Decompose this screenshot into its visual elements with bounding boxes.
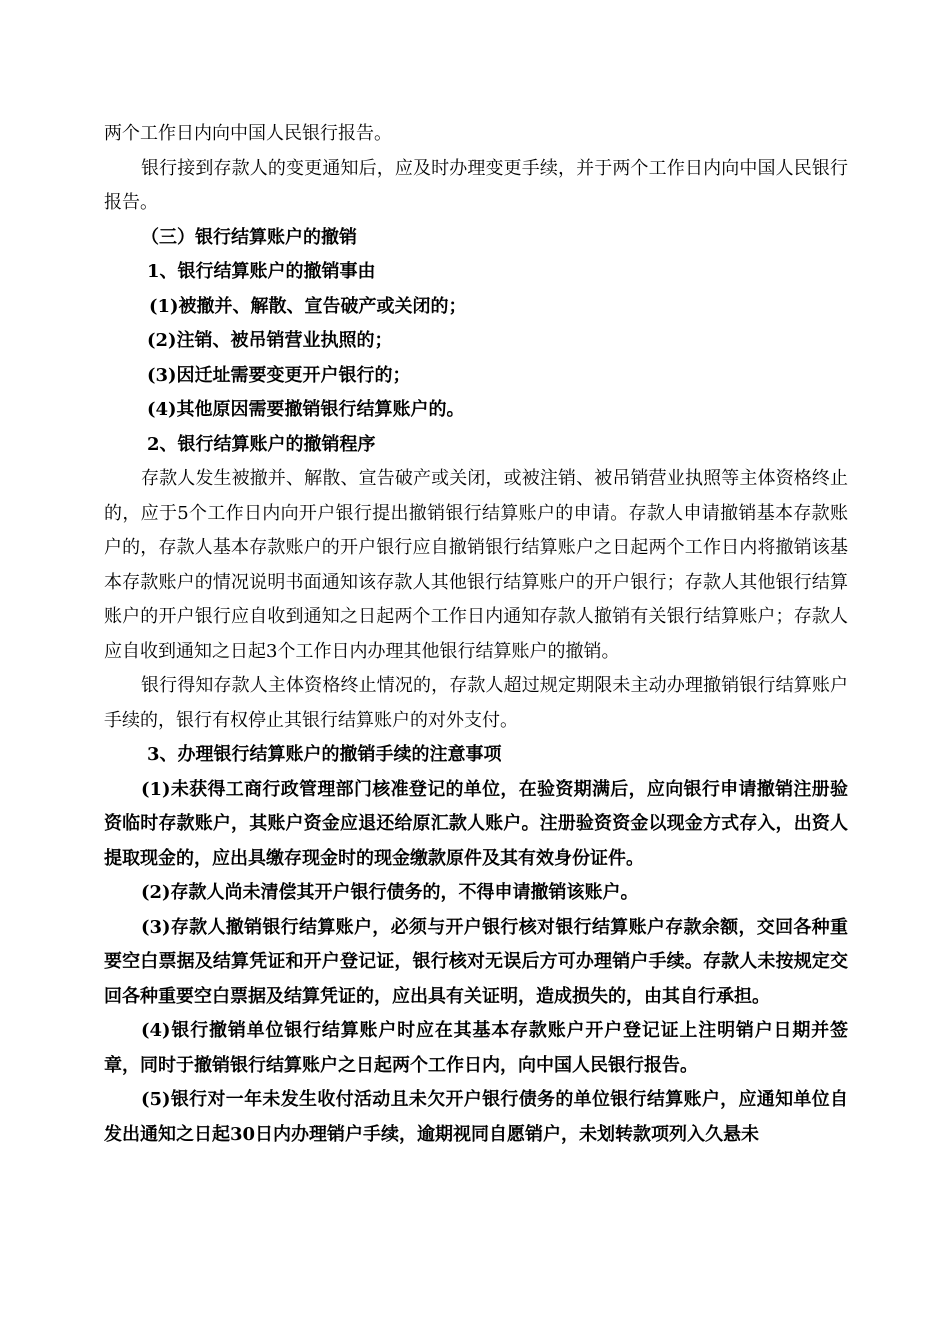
list-item-reason-3: (3)因迁址需要变更开户银行的； — [147, 364, 411, 386]
list-item-reason-2: (2)注销、被吊销营业执照的； — [147, 330, 393, 351]
paragraph-bank-rights: 银行得知存款人主体资格终止情况的，存款人超过规定期限未主动办理撤销银行结算账户手续的，银行有权停止其银行结算账户的对外支付。 — [104, 675, 848, 731]
list-item-reason-1: (1)被撤并、解散、宣告破产或关闭的； — [149, 295, 467, 317]
paragraph-change-notice: 银行接到存款人的变更通知后，应及时办理变更手续，并于两个工作日内向中国人民银行报告。 — [104, 157, 848, 213]
list-item-precaution-1: (1)未获得工商行政管理部门核准登记的单位，在验资期满后，应向银行申请撤销注册验资临时存款账户，其账户资金应退还给原汇款人账户。注册验资资金以现金方式存入，出资人提取现金的，应出具缴存现金时的现金缴款原件及其有效身份证件。 — [104, 778, 848, 869]
list-item-reason-4: (4)其他原因需要撤销银行结算账户的。 — [147, 399, 465, 420]
section-heading-revocation: （三）银行结算账户的撤销 — [141, 226, 357, 248]
list-item-precaution-5: (5)银行对一年未发生收付活动且未欠开户银行债务的单位银行结算账户，应通知单位自发出通知之日起30日内办理销户手续，逾期视同自愿销户，未划转款项列入久悬未 — [104, 1089, 848, 1145]
subheading-precautions: 3、办理银行结算账户的撤销手续的注意事项 — [147, 744, 502, 765]
list-item-precaution-2: (2)存款人尚未清偿其开户银行债务的，不得申请撤销该账户。 — [141, 882, 639, 903]
subheading-revocation-reasons: 1、银行结算账户的撤销事由 — [147, 261, 376, 282]
paragraph-continuation: 两个工作日内向中国人民银行报告。 — [104, 123, 392, 144]
document-body — [104, 117, 848, 1152]
paragraph-procedure: 存款人发生被撤并、解散、宣告破产或关闭，或被注销、被吊销营业执照等主体资格终止的，应于5个工作日内向开户银行提出撤销银行结算账户的申请。存款人申请撤销基本存款账户的，存款人基本存款账户的开户银行应自撤销银行结算账户之日起两个工作日内将撤销该基本存款账户的情况说明书面通知该存款人其他银行结算账户的开户银行；存款人其他银行结算账户的开户银行应自收到通知之日起两个工作日内通知存款人撤销有关银行结算账户；存款人应自收到通知之日起3个工作日内办理其他银行结算账户的撤销。 — [104, 468, 848, 662]
subheading-revocation-procedure: 2、银行结算账户的撤销程序 — [147, 433, 376, 455]
list-item-precaution-3: (3)存款人撤销银行结算账户，必须与开户银行核对银行结算账户存款余额，交回各种重要空白票据及结算凭证和开户登记证，银行核对无误后方可办理销户手续。存款人未按规定交回各种重要空白票据及结算凭证的，应出具有关证明，造成损失的，由其自行承担。 — [104, 916, 848, 1007]
list-item-precaution-4: (4)银行撤销单位银行结算账户时应在其基本存款账户开户登记证上注明销户日期并签章，同时于撤销银行结算账户之日起两个工作日内，向中国人民银行报告。 — [104, 1020, 848, 1076]
